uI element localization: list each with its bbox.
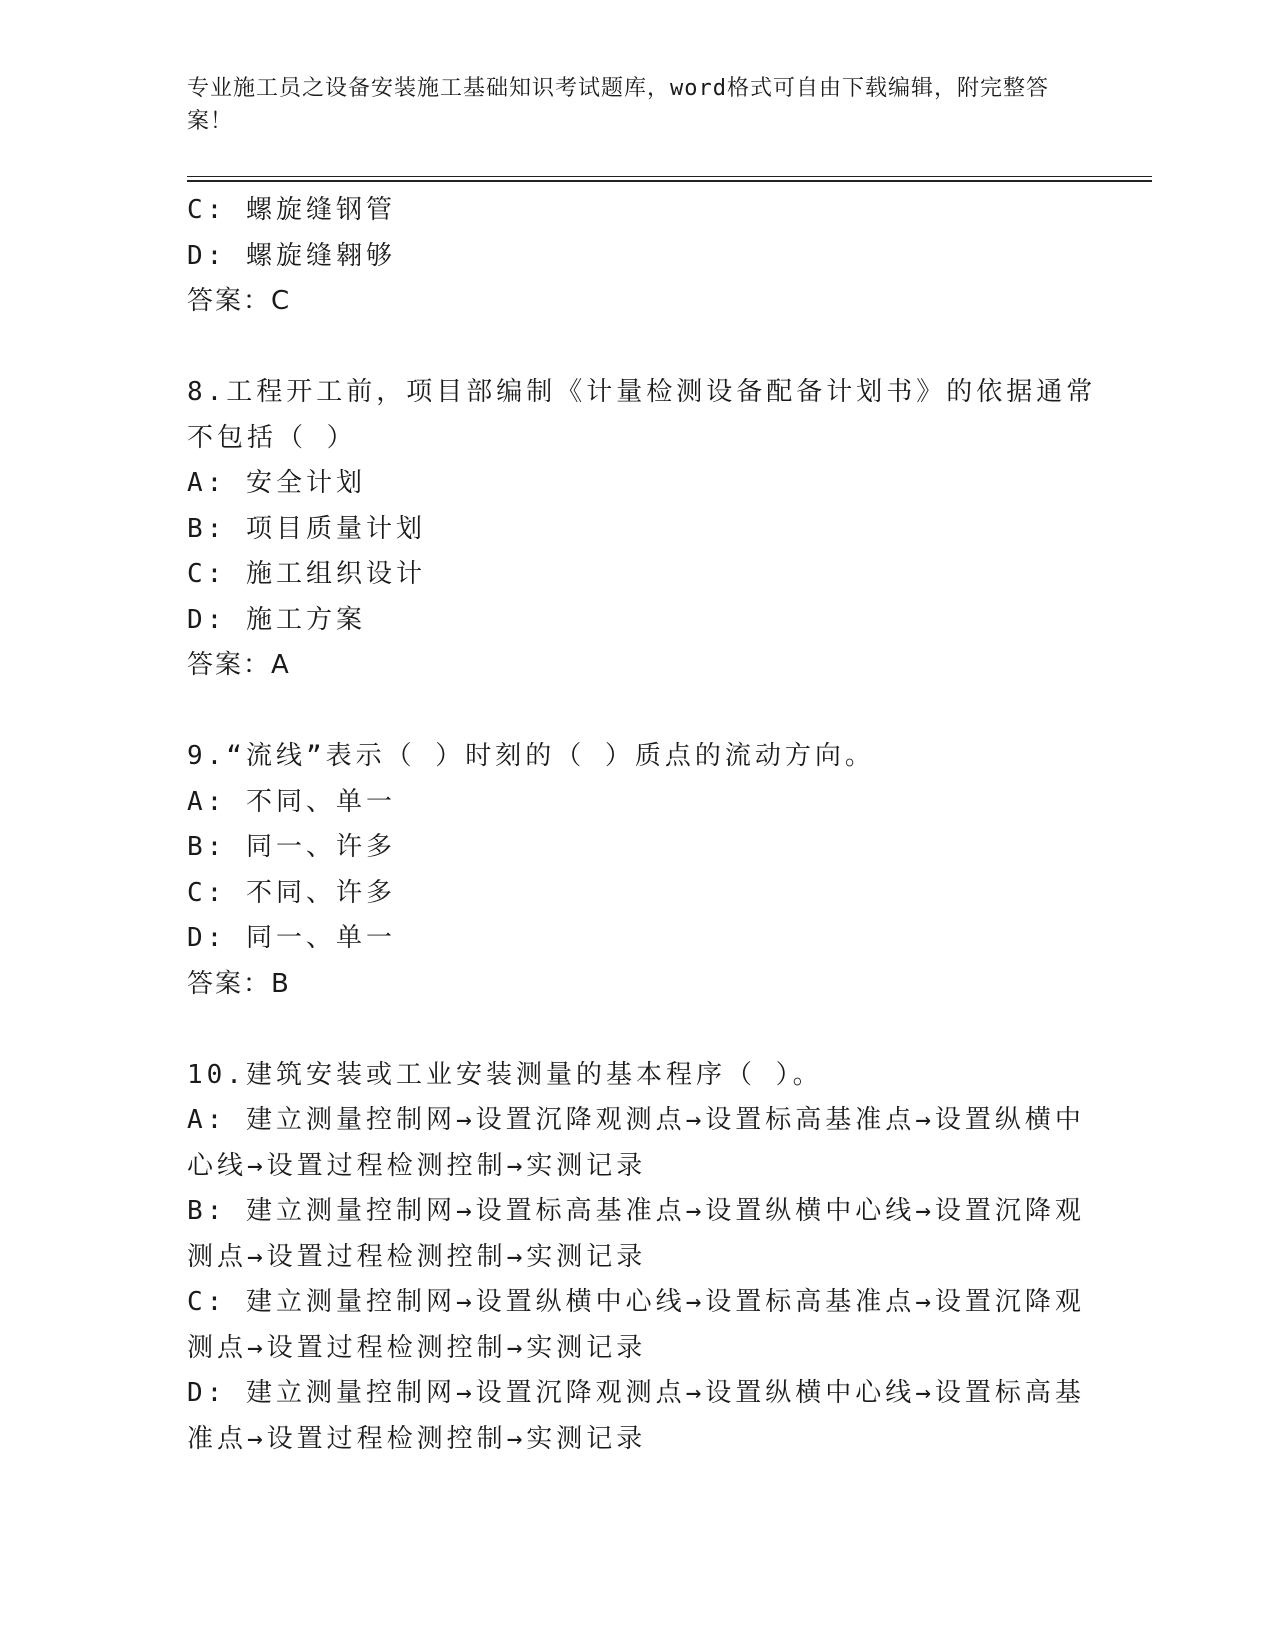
option-d: D: 同一、单一 <box>187 923 396 953</box>
spacer <box>187 689 1087 735</box>
answer: 答案：A <box>187 650 291 680</box>
option-d: D: 施工方案 <box>187 604 366 635</box>
option-b-continued: 测点→设置过程检测控制→实测记录 <box>187 1241 647 1272</box>
option-c: C: 建立测量控制网→设置纵横中心线→设置标高基准点→设置沉降观 <box>187 1287 1085 1317</box>
option-c: C: 施工组织设计 <box>187 559 426 589</box>
header-rule-thick <box>187 180 1152 182</box>
question-stem: 9.“流线”表示（ ）时刻的（ ）质点的流动方向。 <box>187 741 875 771</box>
header-rule-thin <box>187 176 1152 177</box>
question-stem: 10.建筑安装或工业安装测量的基本程序（ ）。 <box>187 1059 823 1090</box>
answer: 答案：C <box>187 286 292 316</box>
question-body <box>187 188 1097 1462</box>
option-c-continued: 测点→设置过程检测控制→实测记录 <box>187 1332 647 1363</box>
question-8 <box>187 370 1097 689</box>
option-c: C: 螺旋缝钢管 <box>187 195 396 225</box>
option-b: B: 建立测量控制网→设置标高基准点→设置纵横中心线→设置沉降观 <box>187 1196 1085 1226</box>
spacer <box>187 325 1087 371</box>
option-b: B: 项目质量计划 <box>187 513 426 544</box>
option-a-continued: 心线→设置过程检测控制→实测记录 <box>187 1150 647 1181</box>
option-a: A: 建立测量控制网→设置沉降观测点→设置标高基准点→设置纵横中 <box>187 1105 1085 1135</box>
question-7 <box>187 188 1087 325</box>
spacer <box>187 1007 1087 1053</box>
option-d: D: 螺旋缝翱够 <box>187 240 396 271</box>
option-a: A: 不同、单一 <box>187 786 396 817</box>
page-header: 专业施工员之设备安装施工基础知识考试题库，word格式可自由下载编辑，附完整答案！ <box>187 76 1049 134</box>
question-stem-continued: 不包括（ ） <box>187 422 357 453</box>
answer: 答案：B <box>187 968 291 999</box>
option-a: A: 安全计划 <box>187 468 366 498</box>
question-10 <box>187 1053 1087 1463</box>
option-b: B: 同一、许多 <box>187 832 396 862</box>
question-stem: 8.工程开工前，项目部编制《计量检测设备配备计划书》的依据通常 <box>187 377 1097 407</box>
option-c: C: 不同、许多 <box>187 877 396 908</box>
option-d-continued: 准点→设置过程检测控制→实测记录 <box>187 1423 647 1454</box>
question-9 <box>187 734 1087 1007</box>
option-d: D: 建立测量控制网→设置沉降观测点→设置纵横中心线→设置标高基 <box>187 1378 1085 1408</box>
